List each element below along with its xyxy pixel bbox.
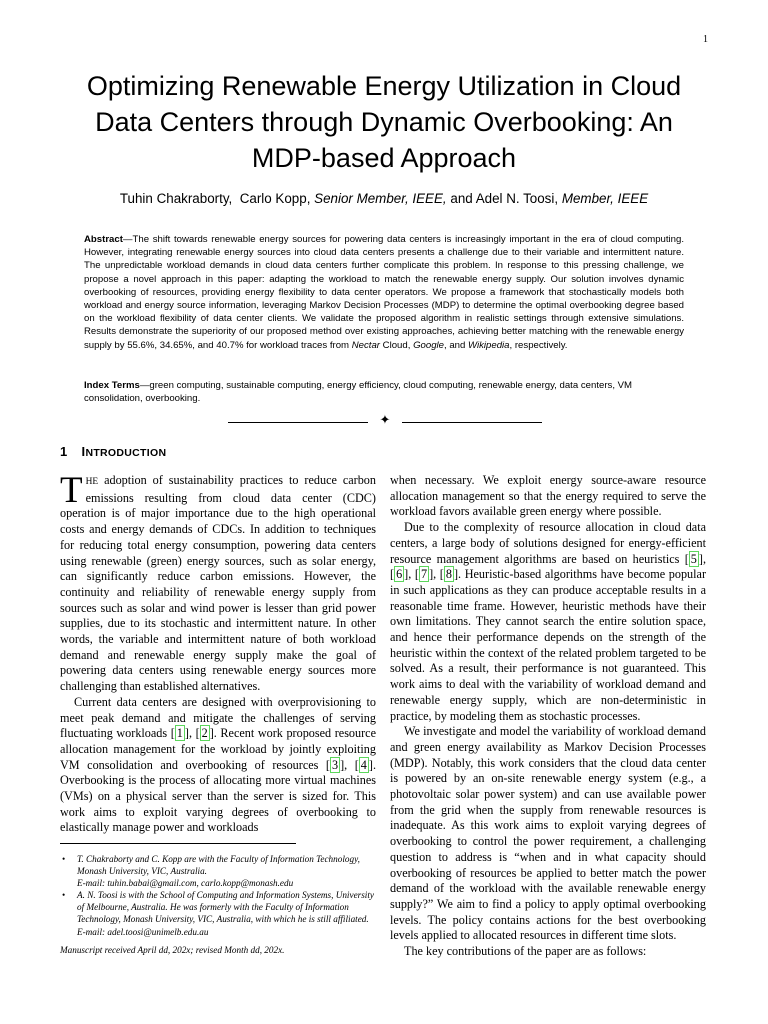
- page-number: 1: [703, 34, 708, 45]
- left-column: [60, 470, 376, 836]
- abstract-cloud: Cloud,: [382, 339, 411, 351]
- section-rest: NTRODUCTION: [85, 447, 167, 459]
- footnotes: [60, 853, 376, 956]
- footnote-2-text: A. N. Toosi is with the School of Computing and Information Systems, University of Melbourne, Australia. He was formerly with the Faculty of Information Technology, Monash University, VIC, Australia, with which he is still affiliated.: [77, 890, 374, 925]
- footnote-1-text: T. Chakraborty and C. Kopp are with the Faculty of Information Technology, Monash University, VIC, Australia.: [77, 854, 360, 877]
- intro-paragraph-2: Current data centers are designed with overprovisioning to meet peak demand and mitigate the challenges of serving fluctuating workloads [ 1 ], [ 2 ]. Recent work proposed resource allocation management for the workload by jointly exploiting VM consolidation and overbooking of resources [ 3 ], [ 4 ]. Overbooking is the process of allocating more virtual machines (VMs) on a physical server than the server is sized for. This work aims to exploit varying degrees of overbooking to elastically manage power and workloads: [60, 694, 376, 835]
- section-separator: [228, 414, 542, 430]
- drop-cap: T: [60, 470, 83, 511]
- footnote-1: [60, 853, 376, 889]
- footnote-rule: [60, 843, 296, 844]
- bullet-icon: •: [62, 890, 66, 901]
- author-line: [60, 191, 708, 206]
- abstract-wikipedia: Wikipedia: [468, 339, 510, 351]
- right-column: [390, 473, 706, 960]
- author-3: Adel N. Toosi,: [475, 191, 559, 206]
- citation-link-4[interactable]: 4: [360, 757, 367, 772]
- intro-paragraph-1-text: adoption of sustainability practices to reduce carbon emissions resulting from cloud data center (CDC) operation is of major importance due to the high operational costs and energy demands of CDCs. In addition to techniques for reducing total energy consumption, powering data centers using renewable (green) energy sources, such as solar energy, can significantly reduce carbon emissions. However, the continuity and reliability of renewable energy supply from sources such as solar and wind power is lesser than grid power supplies, due to its stochastic and intermittent nature. In other words, the variable and intermittent nature of both workload demand and renewable energy supply make the goal of powering data centers using renewable energy sources more challenging than established alternatives.: [60, 473, 376, 694]
- citation-link-5[interactable]: 5: [690, 551, 697, 566]
- index-terms-label: Index Terms: [84, 380, 140, 391]
- section-first-letter: I: [81, 444, 86, 459]
- author-2: Carlo Kopp,: [239, 191, 311, 206]
- paragraph-text: . Overbooking is the process of allocating more virtual machines (VMs) on a physical server than the server is sized for. This work aims to exploit varying degrees of overbooking to elastically manage power and workloads: [60, 757, 376, 835]
- separator-line-left: [228, 422, 368, 423]
- intro-paragraph-3: when necessary. We exploit energy source-aware resource allocation management so that the energy required to serve the workload favors available green energy where possible.: [390, 473, 706, 519]
- abstract: [84, 233, 684, 352]
- paragraph-text: . Recent work proposed resource allocation management for the workload by jointly exploiting VM consolidation and overbooking of resources: [60, 726, 376, 772]
- intro-paragraph-6: The key contributions of the paper are as follows:: [404, 944, 647, 959]
- author-and: and: [450, 191, 473, 206]
- footnote-2: [60, 889, 376, 937]
- paragraph-text: Current data centers are designed with overprovisioning to meet peak demand and mitigate the challenges of serving fluctuating workloads: [60, 694, 376, 741]
- citation-link-2[interactable]: 2: [201, 726, 208, 741]
- intro-paragraph-4: Due to the complexity of resource allocation in cloud data centers, a large body of solutions designed for energy-efficient resource management algorithms are based on heuristics [ 5 ], [ 6 ], [ 7 ], [ 8 ]. Heuristic-based algorithms have become popular in such applications as they can produce acceptable results in a reasonable time frame. However, heuristic methods have their own limitations. They cannot search the entire solution space, and hence their performance depends on the strength of the heuristic within the context of the related problem targeted to be solved. As a result, their performance is not guaranteed. This work aims to deal with the variability of workload demand and renewable energy supply, which are non-deterministic in practice, by modeling them as stochastic processes.: [390, 520, 707, 723]
- section-number: 1: [60, 444, 68, 459]
- author-2-role: Senior Member, IEEE,: [314, 191, 447, 206]
- paragraph-text: Due to the complexity of resource allocation in cloud data centers, a large body of solutions designed for energy-efficient resource management algorithms are based on heuristics: [390, 520, 706, 566]
- citation-link-7[interactable]: 7: [420, 567, 428, 582]
- index-terms-text: —green computing, sustainable computing, energy efficiency, cloud computing, renewable energy, data centers, VM consolidation, overbooking.: [84, 380, 633, 405]
- abstract-and: , and: [444, 339, 466, 351]
- separator-star-icon: ✦: [379, 413, 391, 428]
- abstract-text: —The shift towards renewable energy sources for powering data centers is increasingly important in the era of cloud computing. However, integrating renewable energy sources into cloud data centers presents a challenge due to their variable and intermittent nature. The unpredictable workload demands in cloud data centers further complicate this problem. In response to this pressing challenge, we propose a novel approach in this paper: adapting the workload to match the renewable energy supply. Our solution involves dynamic overbooking of resources, providing energy flexibility to data center operators. We propose a framework that stochastically models both workload and energy source information, leveraging Markov Decision Processes (MDP) to determine the optimal overbooking degree based on the workload flexibility of data center clients. We validate the proposed algorithm in realistic settings through extensive simulations. Results demonstrate the superiority of our proposed method over existing approaches, achieving better matching with the renewable energy supply by 55.6%, 34.65%, and 40.7% for workload traces from: [84, 234, 684, 351]
- bullet-icon: •: [62, 854, 66, 864]
- intro-paragraph-1: [60, 470, 376, 695]
- citation-link-8[interactable]: 8: [445, 567, 452, 582]
- smallcaps-word: HE: [85, 477, 99, 487]
- abstract-end: , respectively.: [509, 339, 568, 351]
- paper-title: Optimizing Renewable Energy Utilization in Cloud Data Centers through Dynamic Overbooking: An MDP-based Approach: [86, 71, 682, 173]
- author-1: Tuhin Chakraborty,: [119, 191, 233, 206]
- citation-link-3[interactable]: 3: [331, 757, 339, 772]
- intro-paragraph-5: We investigate and model the variability of workload demand and green energy availability as Markov Decision Processes (MDP). Notably, this work considers that the cloud data center is powered by an on-site renewable energy system (e.g., a photovoltaic solar power system) and can use available power from the grid when the supply from renewable resources is inadequate. As this work aims to exploit varying degrees of overbooking to control the power requirement, a challenging question to address is “when and in what capacity should overbooking of resources be applied to better match the power demand of the workload with the available renewable energy supply?” We aim to find a policy to apply optimal overbooking levels. The policy contains actions for the best overbooking levels applied to allocated resources in different time slots.: [390, 724, 706, 943]
- manuscript-note: Manuscript received April dd, 202x; revised Month dd, 202x.: [60, 944, 285, 955]
- author-3-role: Member, IEEE: [561, 191, 649, 206]
- abstract-google: Google: [413, 339, 444, 351]
- footnote-1-email: E-mail: tuhin.babai@gmail.com, carlo.kopp@monash.edu: [77, 878, 294, 889]
- separator-line-right: [402, 422, 542, 423]
- footnote-2-email: E-mail: adel.toosi@unimelb.edu.au: [77, 926, 209, 937]
- abstract-label: Abstract: [84, 234, 123, 245]
- abstract-nectar: Nectar: [351, 339, 380, 351]
- citation-link-6[interactable]: 6: [396, 567, 403, 582]
- section-heading: [60, 444, 166, 459]
- paragraph-text: . Heuristic-based algorithms have become popular in such applications as they can produce acceptable results in a reasonable time frame. However, heuristic methods have their own limitations. They cannot search the entire solution space, and hence their performance depends on the strength of the heuristic within the context of the related problem targeted to be solved. As a result, their performance is not guaranteed. This work aims to deal with the variability of workload demand and renewable energy supply, which are non-deterministic in practice, by modeling them as stochastic processes.: [390, 567, 707, 723]
- index-terms: [84, 379, 684, 405]
- citation-link-1[interactable]: 1: [176, 726, 183, 741]
